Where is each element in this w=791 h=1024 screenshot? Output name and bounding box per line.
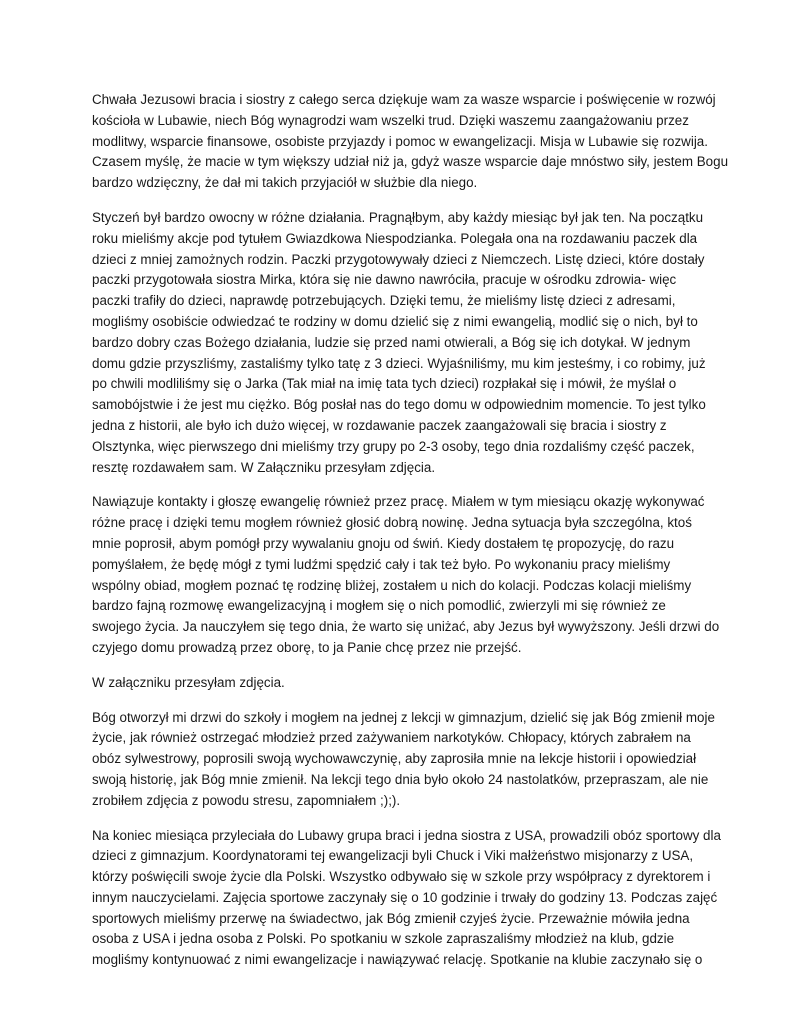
paragraph (92, 492, 720, 658)
text-line: osoba z USA i jedna osoba z Polski. Po spotkaniu w szkole zapraszaliśmy młodzież na klub, gdzie (92, 931, 675, 947)
text-line: którzy poświęcili swoje życie dla Polski. Wszystko odbywało się w szkole przy współpracy z dyrektorem i (92, 869, 711, 885)
text-line: po chwili modliliśmy się o Jarka (Tak miał na imię tata tych dzieci) rozpłakał się i mówił, że myślał o (92, 376, 677, 392)
text-line: Olsztynka, więc pierwszego dni mieliśmy trzy grupy po 2-3 osoby, tego dnia rozdaliśmy część paczek, (92, 438, 695, 454)
paragraph (92, 208, 704, 478)
text-line: wspólny obiad, mogłem poznać tę rodzinę bliżej, zostałem u nich do kolacji. Podczas kolacji mieliśmy (92, 577, 692, 593)
text-line: bardzo fajną rozmowę ewangelizacyjną i mogłem się o nich pomodlić, zwierzyli mi się również ze (92, 598, 666, 614)
text-line: swojego życia. Ja nauczyłem się tego dnia, że warto się uniżać, aby Jezus był wywyższony. Jeśli drzwi do (92, 619, 720, 635)
text-line: Chwała Jezusowi bracia i siostry z całego serca dziękuje wam za wasze wsparcie i poświęcenie w rozwój (92, 92, 716, 107)
paragraph (92, 708, 715, 812)
text-line: samobójstwie i że jest mu ciężko. Bóg posłał nas do tego domu w odpowiednim momencie. To jest tylko (92, 397, 706, 413)
text-line: bardzo dobry czas Bożego działania, ludzie się przed nami otwierali, a Bóg się ich dotykał. W jednym (92, 334, 691, 350)
paragraph (92, 826, 721, 972)
text-line: resztę rozdawałem sam. W Załączniku przesyłam zdjęcia. (92, 459, 436, 475)
text-line: obóz sylwestrowy, poprosili swoją wychowawczynię, aby zaprosiła mnie na lekcje historii i opowiedział (92, 751, 697, 767)
text-line: Styczeń był bardzo owocny w różne działania. Pragnąłbym, aby każdy miesiąc był jak ten. Na początku (92, 209, 704, 225)
text-line: Czasem myślę, że macie w tym większy udział niż ja, gdyż wasze wsparcie daje mnóstwo siły, jestem Bogu (92, 154, 729, 170)
paragraph (92, 673, 704, 694)
letter-body (92, 90, 729, 985)
text-line: kościoła w Lubawie, niech Bóg wynagrodzi wam wszelki trud. Dzięki waszemu zaangażowaniu przez (92, 112, 689, 128)
text-line: jedna z historii, ale było ich dużo więcej, w rozdawanie paczek zaangażowali się bracia i siostry z (92, 417, 667, 433)
text-line: paczki przygotowała siostra Mirka, która się nie dawno nawróciła, pracuje w ośrodku zdrowia- więc (92, 272, 677, 288)
text-line: pomyślałem, że będę mógł z tymi ludźmi spędzić cały i tak też było. Po wykonaniu pracy mieliśmy (92, 556, 671, 572)
text-line: różne pracę i dzięki temu mogłem również głosić dobrą nowinę. Jedna sytuacja była szczególna, ktoś (92, 515, 692, 531)
text-line: modlitwy, wsparcie finansowe, osobiste przyjazdy i pomoc w ewangelizacji. Misja w Lubawie się rozwija. (92, 133, 708, 149)
text-line: Na koniec miesiąca przyleciała do Lubawy grupa braci i jedna siostra z USA, prowadzili obóz sportowy dla (92, 827, 721, 843)
text-line: W załączniku przesyłam zdjęcia. (92, 674, 285, 690)
text-line: czyjego domu prowadzą przez oborę, to ja Panie chcę przez nie przejść. (92, 639, 522, 655)
text-line: życie, jak również ostrzegać młodzież przed zażywaniem narkotyków. Chłopacy, których zabrałem na (92, 730, 691, 746)
text-line: mnie poprosił, abym pomógł przy wywalaniu gnoju od świń. Kiedy dostałem tę propozycję, do razu (92, 535, 675, 551)
text-line: Bóg otworzył mi drzwi do szkoły i mogłem na jednej z lekcji w gimnazjum, dzielić się jak Bóg zmienił moje (92, 709, 715, 725)
text-line: mogliśmy kontynuować z nimi ewangelizacje i nawiązywać relację. Spotkanie na klubie zaczynało się o (92, 952, 703, 968)
text-line: roku mieliśmy akcje pod tytułem Gwiazdkowa Niespodzianka. Polegała ona na rozdawaniu paczek dla (92, 230, 698, 246)
text-line: Nawiązuje kontakty i głoszę ewangelię również przez pracę. Miałem w tym miesiącu okazję wykonywać (92, 494, 705, 510)
text-line: paczki trafiły do dzieci, naprawdę potrzebujących. Dzięki temu, że mieliśmy listę dzieci z adresami, (92, 293, 676, 309)
text-line: sportowych mieliśmy przerwę na świadectwo, jak Bóg zmienił czyjeś życie. Przeważnie mówiła jedna (92, 910, 690, 926)
text-line: bardzo wdzięczny, że dał mi takich przyjaciół w służbie dla niego. (92, 175, 478, 191)
text-line: zrobiłem zdjęcia z powodu stresu, zapomniałem ;);). (92, 792, 401, 808)
text-line: dzieci z gimnazjum. Koordynatorami tej ewangelizacji byli Chuck i Viki małżeństwo misjonarzy z USA, (92, 848, 694, 864)
paragraph (92, 90, 729, 194)
text-line: mogliśmy osobiście odwiedzać te rodziny w domu dzielić się z nimi ewangelią, modlić się o nich, był to (92, 313, 698, 329)
text-line: swoją historię, jak Bóg mnie zmienił. Na lekcji tego dnia było około 24 nastolatków, przepraszam, ale nie (92, 771, 709, 787)
text-line: dzieci z mniej zamożnych rodzin. Paczki przygotowywały dzieci z Niemczech. Listę dzieci, które dostały (92, 251, 705, 267)
text-line: innym nauczycielami. Zajęcia sportowe zaczynały się o 10 godzinie i trwały do godziny 13. Podczas zajęć (92, 889, 718, 905)
text-line: domu gdzie przyszliśmy, zastaliśmy tylko tatę z 3 dzieci. Wyjaśniliśmy, mu kim jesteśmy, i co robimy, już (92, 355, 706, 371)
